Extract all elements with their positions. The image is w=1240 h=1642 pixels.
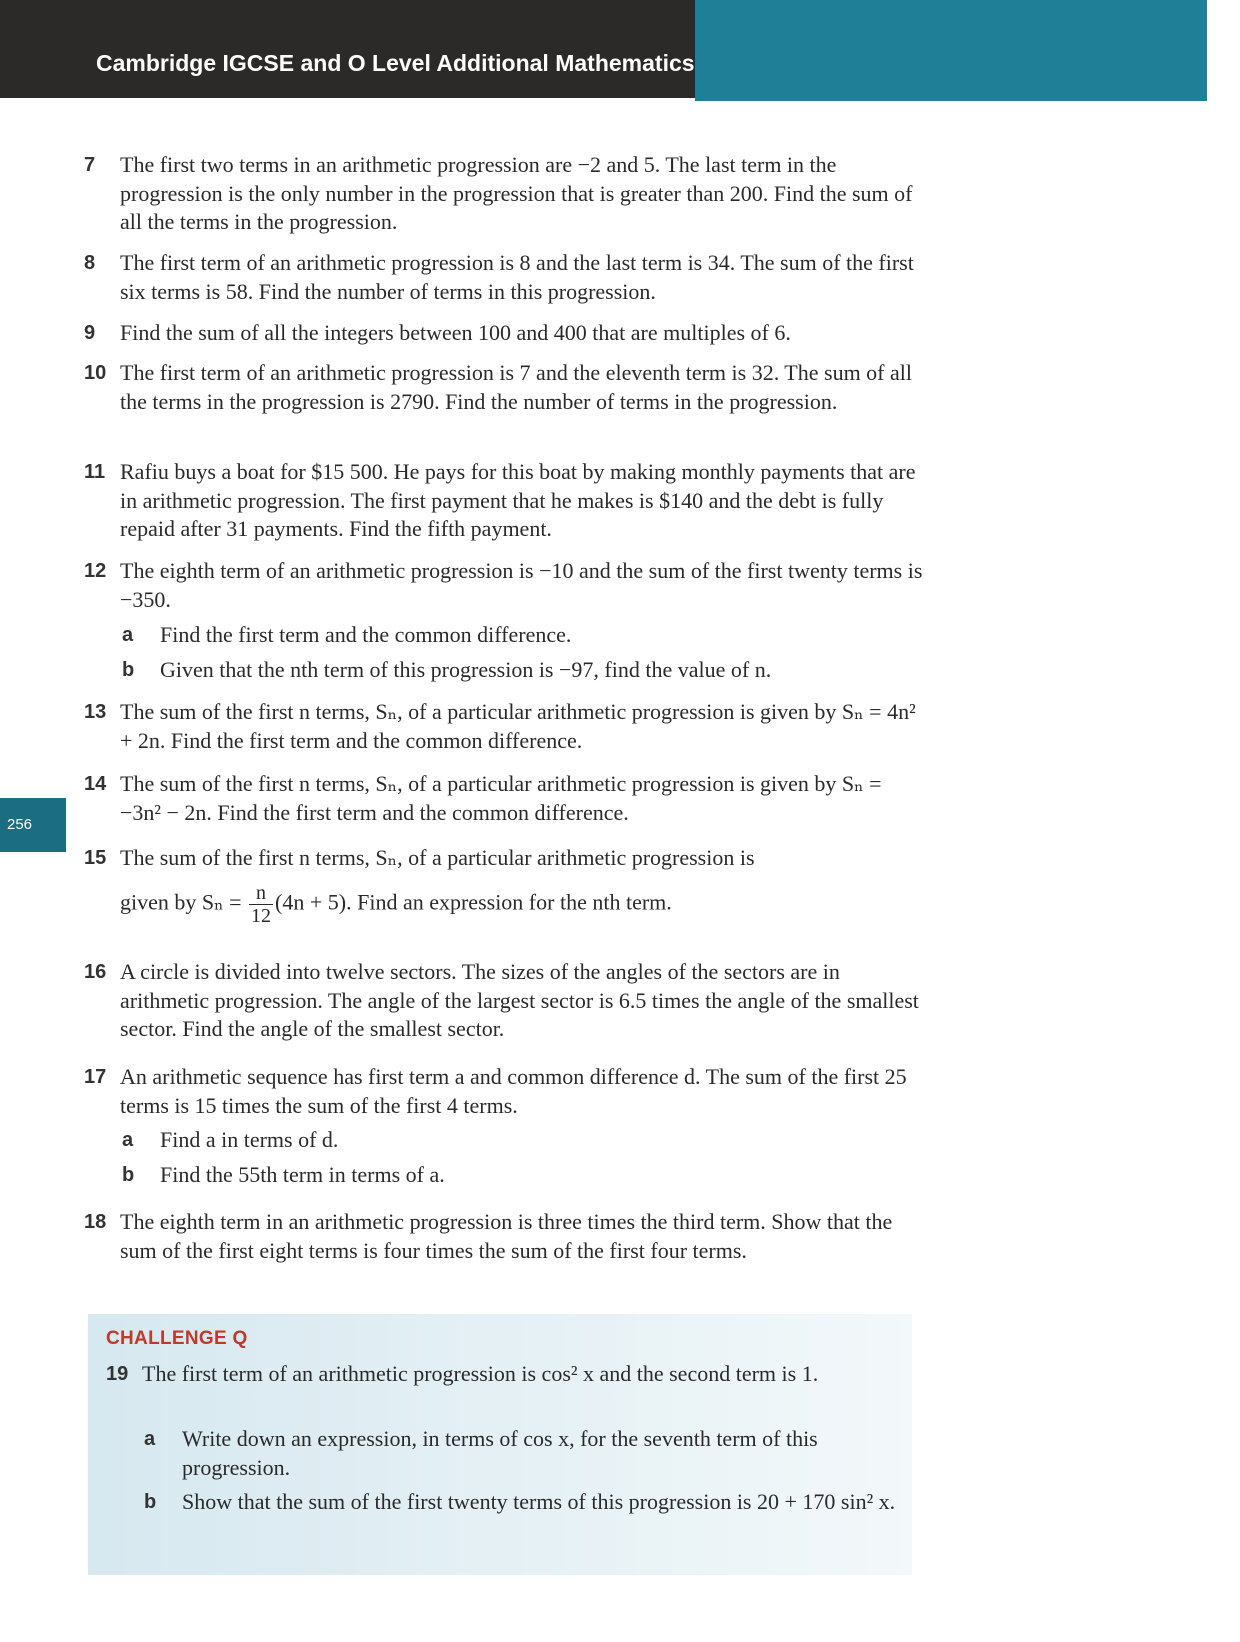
part-text: Find the first term and the common difference. xyxy=(160,622,572,647)
question-number: 17 xyxy=(84,1066,107,1088)
part-label: a xyxy=(144,1428,156,1450)
question-text: The sum of the first n terms, Sₙ, of a particular arithmetic progression is given by Sₙ = 4n² + 2n. Find the first term and the common difference. xyxy=(120,699,916,753)
question-12-part-a xyxy=(122,621,922,650)
page-number: 256 xyxy=(0,798,66,852)
question-number: 12 xyxy=(84,560,107,582)
question-text: The sum of the first n terms, Sₙ, of a particular arithmetic progression is given by Sₙ = −3n² − 2n. Find the first term and the common difference. xyxy=(120,771,882,825)
question-19-part-b xyxy=(144,1488,904,1517)
question-text: A circle is divided into twelve sectors. The sizes of the angles of the sectors are in arithmetic progression. The angle of the largest sector is 6.5 times the angle of the smallest sector. Find the angle of the smallest sector. xyxy=(120,959,919,1041)
question-text: Find the sum of all the integers between 100 and 400 that are multiples of 6. xyxy=(120,320,791,345)
header-bar xyxy=(0,0,695,98)
part-label: b xyxy=(122,659,135,681)
challenge-title: CHALLENGE Q xyxy=(106,1328,248,1349)
question-text: The first term of an arithmetic progression is cos² x and the second term is 1. xyxy=(142,1361,819,1386)
question-18 xyxy=(84,1208,924,1265)
part-label: a xyxy=(122,624,134,646)
question-12 xyxy=(84,557,924,614)
part-text: Find the 55th term in terms of a. xyxy=(160,1162,445,1187)
question-11 xyxy=(84,458,924,544)
question-19 xyxy=(106,1360,896,1389)
question-number: 8 xyxy=(84,252,96,274)
question-12-part-b xyxy=(122,656,922,685)
question-number: 18 xyxy=(84,1211,107,1233)
question-number: 7 xyxy=(84,154,96,176)
question-number: 16 xyxy=(84,961,107,983)
question-text: The first term of an arithmetic progression is 7 and the eleventh term is 32. The sum of all the terms in the progression is 2790. Find the number of terms in the progression. xyxy=(120,360,912,414)
part-label: b xyxy=(122,1164,135,1186)
question-number: 14 xyxy=(84,773,107,795)
question-10 xyxy=(84,359,924,416)
question-13 xyxy=(84,698,924,755)
question-number: 19 xyxy=(106,1363,129,1385)
question-number: 9 xyxy=(84,322,96,344)
formula-prefix: given by Sₙ = xyxy=(120,889,242,915)
question-17 xyxy=(84,1063,924,1120)
question-text: The eighth term in an arithmetic progression is three times the third term. Show that the sum of the first eight terms is four times the sum of the first four terms. xyxy=(120,1209,893,1263)
question-15 xyxy=(84,844,924,873)
question-number: 11 xyxy=(84,461,106,483)
question-14 xyxy=(84,770,924,827)
question-7 xyxy=(84,151,924,237)
part-text: Show that the sum of the first twenty terms of this progression is 20 + 170 sin² x. xyxy=(182,1489,896,1514)
question-16 xyxy=(84,958,924,1044)
fraction-numerator: n xyxy=(249,882,273,905)
question-17-part-a xyxy=(122,1126,922,1155)
question-17-part-b xyxy=(122,1161,922,1190)
formula-suffix: (4n + 5). Find an expression for the nth term. xyxy=(275,889,672,915)
fraction xyxy=(249,882,273,927)
question-9 xyxy=(84,319,924,348)
part-label: b xyxy=(144,1491,157,1513)
question-15-formula xyxy=(84,882,924,927)
part-label: a xyxy=(122,1129,134,1151)
fraction-denominator: 12 xyxy=(251,905,272,927)
question-number: 10 xyxy=(84,362,107,384)
part-text: Given that the nth term of this progression is −97, find the value of n. xyxy=(160,657,772,682)
question-text: Rafiu buys a boat for $15 500. He pays for this boat by making monthly payments that are in arithmetic progression. The first payment that he makes is $140 and the debt is fully repaid after 31 payments. Find the fifth payment. xyxy=(120,459,916,541)
header-accent xyxy=(695,0,1207,101)
question-19-part-a xyxy=(144,1425,904,1482)
question-text: The first term of an arithmetic progression is 8 and the last term is 34. The sum of the first six terms is 58. Find the number of terms in this progression. xyxy=(120,250,914,304)
part-text: Write down an expression, in terms of cos x, for the seventh term of this progression. xyxy=(182,1426,818,1480)
part-text: Find a in terms of d. xyxy=(160,1127,339,1152)
book-title: Cambridge IGCSE and O Level Additional Mathematics xyxy=(96,50,695,76)
question-text: An arithmetic sequence has first term a and common difference d. The sum of the first 25 terms is 15 times the sum of the first 4 terms. xyxy=(120,1064,907,1118)
question-text: The first two terms in an arithmetic progression are −2 and 5. The last term in the progression is the only number in the progression that is greater than 200. Find the sum of all the terms in the progression. xyxy=(120,152,913,234)
question-number: 15 xyxy=(84,847,107,869)
question-8 xyxy=(84,249,924,306)
question-text-line1: The sum of the first n terms, Sₙ, of a particular arithmetic progression is xyxy=(120,845,755,870)
question-number: 13 xyxy=(84,701,107,723)
question-text: The eighth term of an arithmetic progression is −10 and the sum of the first twenty terms is −350. xyxy=(120,558,923,612)
